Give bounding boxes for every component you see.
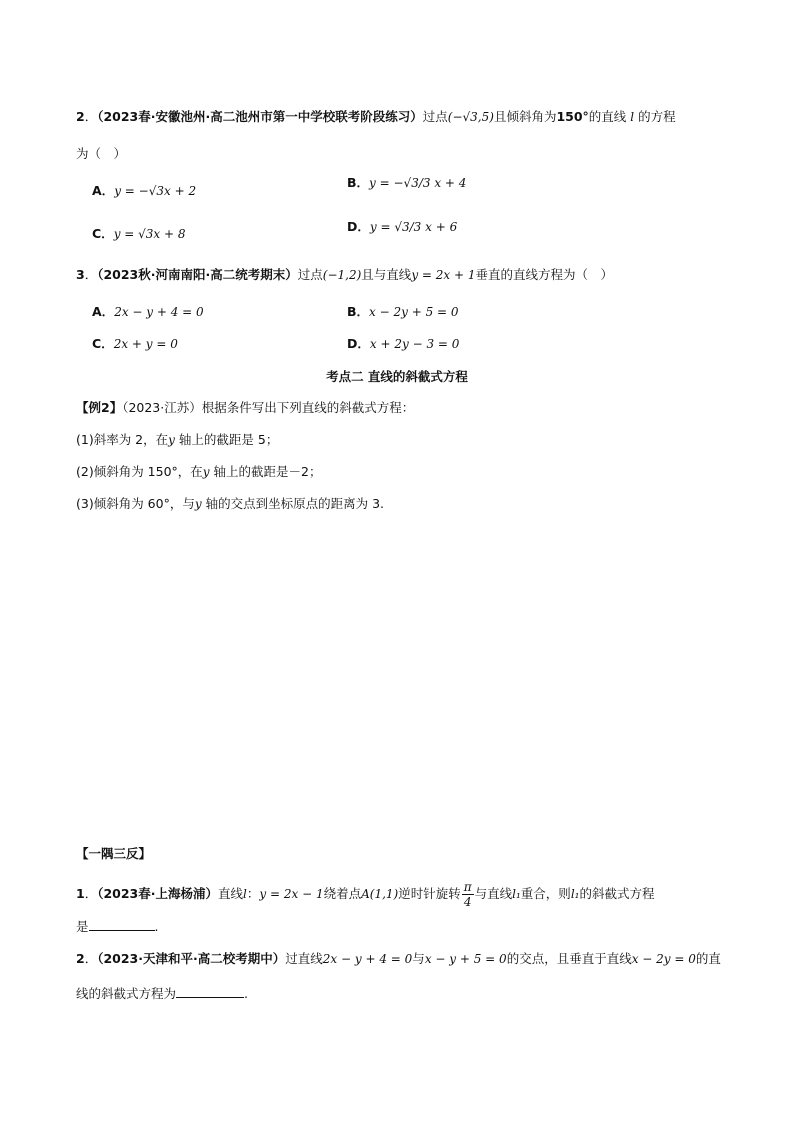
example-item-1: (1)斜率为 2，在y 轴上的截距是 5；	[76, 432, 279, 447]
option-label: A．	[92, 183, 115, 198]
pi-over-4-fraction: $\frac{\pi}{4}$	[463, 880, 472, 909]
example-tag: 【例2】	[76, 400, 123, 415]
q2-stem-d: 的方程	[638, 109, 676, 124]
q2-option-d	[347, 218, 457, 236]
example-2-stem	[76, 399, 414, 417]
practice-header: 【一隅三反】	[76, 846, 152, 861]
option-value: y = √3x + 8	[113, 227, 186, 241]
q2-stem-line1: 2．（2023春·安徽池州·高二池州市第一中学校联考阶段练习）过点(−√3,5)且倾斜角为150°的直线 l 的方程	[76, 109, 676, 124]
practice-1-source: （2023春·上海杨浦）	[97, 886, 219, 901]
q3-stem-a: 过点	[297, 267, 323, 282]
q3-number: 3	[76, 267, 85, 282]
practice-2-line2: 线的斜截式方程为 .	[76, 986, 248, 1001]
q3-option-a	[92, 303, 204, 321]
q2-point: (−√3,5)	[447, 110, 494, 124]
practice-1-line1: 1．（2023春·上海杨浦）直线l：y = 2x − 1绕着点A(1,1)逆时针旋转 $\frac{\pi}{4}$ 与直线l₁重合，则l₁的斜截式方程	[76, 880, 655, 909]
option-value: y = −√3/3 x + 4	[369, 176, 467, 190]
option-label: D．	[347, 219, 370, 234]
q2-stem-c: 的直线	[588, 109, 627, 124]
q2-source: （2023春·安徽池州·高二池州市第一中学校联考阶段练习）	[97, 109, 423, 124]
option-label: B．	[347, 175, 370, 190]
option-label: B．	[347, 304, 370, 319]
example-item-2: (2)倾斜角为 150°，在y 轴上的截距是－2；	[76, 464, 322, 479]
q2-stem-b: 且倾斜角为	[493, 109, 557, 124]
example-text: 根据条件写出下列直线的斜截式方程：	[201, 400, 415, 415]
q3-stem: 3．（2023秋·河南南阳·高二统考期末）过点(−1,2)且与直线y = 2x + 1垂直的直线方程为（ ）	[76, 267, 614, 282]
option-label: C．	[92, 336, 114, 351]
option-label: C．	[92, 226, 114, 241]
q3-option-d	[347, 335, 459, 353]
q3-line-eq: y = 2x + 1	[411, 268, 476, 282]
option-value: 2x − y + 4 = 0	[114, 305, 204, 319]
example-item-3: (3)倾斜角为 60°，与y 轴的交点到坐标原点的距离为 3.	[76, 496, 384, 511]
option-value: y = √3/3 x + 6	[369, 220, 458, 234]
option-value: x − 2y + 5 = 0	[369, 305, 459, 319]
option-label: D．	[347, 336, 370, 351]
q2-line-name: l	[630, 110, 635, 124]
q3-source: （2023秋·河南南阳·高二统考期末）	[97, 267, 298, 282]
q2-option-c	[92, 225, 186, 243]
q2-stem-line2: 为（ ）	[76, 146, 127, 161]
q3-stem-c: 垂直的直线方程为（ ）	[475, 267, 614, 282]
q3-point: (−1,2)	[322, 268, 362, 282]
q3-option-c	[92, 335, 178, 353]
q3-option-b	[347, 303, 459, 321]
practice-2-source: （2023·天津和平·高二校考期中）	[97, 951, 286, 966]
practice-2-line1: 2．（2023·天津和平·高二校考期中）过直线2x − y + 4 = 0与x − y + 5 = 0的交点，且垂直于直线x − 2y = 0的直	[76, 951, 721, 966]
q2-angle: 150°	[556, 109, 589, 124]
q2-option-b	[347, 174, 466, 192]
q2-option-a	[92, 182, 196, 200]
option-label: A．	[92, 304, 115, 319]
example-source: （2023·江苏）	[122, 400, 202, 415]
option-value: y = −√3x + 2	[114, 184, 197, 198]
q2-stem-a: 过点	[422, 109, 448, 124]
answer-blank[interactable]	[89, 918, 155, 931]
answer-blank[interactable]	[176, 985, 244, 998]
option-value: 2x + y = 0	[113, 337, 178, 351]
q3-stem-b: 且与直线	[361, 267, 412, 282]
q2-number: 2	[76, 109, 85, 124]
section-title: 考点二 直线的斜截式方程	[326, 369, 468, 384]
practice-1-line2: 是 .	[76, 919, 159, 934]
option-value: x + 2y − 3 = 0	[369, 337, 460, 351]
